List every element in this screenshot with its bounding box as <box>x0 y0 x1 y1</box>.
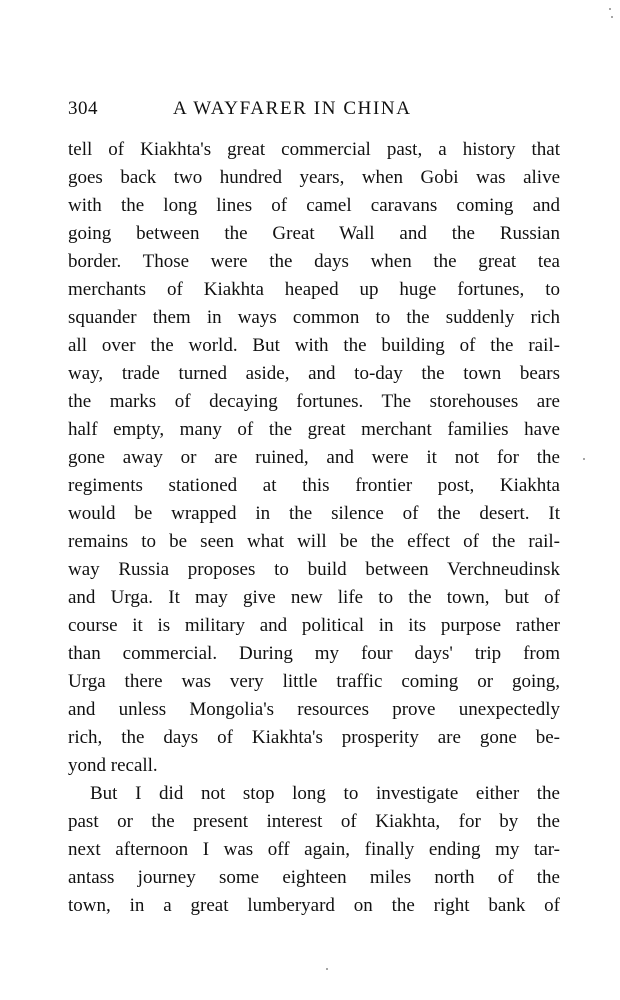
page-number: 304 <box>68 98 98 119</box>
scan-speck <box>326 968 328 970</box>
running-title: A WAYFARER IN CHINA <box>173 98 412 119</box>
text-line: goes back two hundred years, when Gobi was alive <box>68 167 560 188</box>
text-line: border. Those were the days when the great tea <box>68 251 560 272</box>
scan-speck <box>611 16 613 18</box>
text-line: with the long lines of camel caravans coming and <box>68 195 560 216</box>
scan-speck <box>609 8 611 10</box>
scan-speck <box>583 458 585 460</box>
text-line: But I did not stop long to investigate either the <box>90 783 560 804</box>
text-line: than commercial. During my four days' trip from <box>68 643 560 664</box>
text-line: way, trade turned aside, and to-day the town bears <box>68 363 560 384</box>
text-line: yond recall. <box>68 755 158 776</box>
text-line: the marks of decaying fortunes. The storehouses are <box>68 391 560 412</box>
text-line: and unless Mongolia's resources prove unexpectedly <box>68 699 560 720</box>
body-text <box>68 136 560 920</box>
text-line: regiments stationed at this frontier post, Kiakhta <box>68 475 560 496</box>
paragraph <box>68 136 560 780</box>
page-header <box>68 98 560 128</box>
text-line: merchants of Kiakhta heaped up huge fortunes, to <box>68 279 560 300</box>
text-line: gone away or are ruined, and were it not for the <box>68 447 560 468</box>
text-line: next afternoon I was off again, finally ending my tar- <box>68 839 560 860</box>
text-line: past or the present interest of Kiakhta, for by the <box>68 811 560 832</box>
text-line: rich, the days of Kiakhta's prosperity are gone be- <box>68 727 560 748</box>
text-line: course it is military and political in its purpose rather <box>68 615 560 636</box>
text-line: would be wrapped in the silence of the desert. It <box>68 503 560 524</box>
text-line: antass journey some eighteen miles north of the <box>68 867 560 888</box>
text-line: way Russia proposes to build between Verchneudinsk <box>68 559 560 580</box>
text-line: Urga there was very little traffic coming or going, <box>68 671 560 692</box>
text-line: tell of Kiakhta's great commercial past, a history that <box>68 139 560 160</box>
text-line: remains to be seen what will be the effect of the rail- <box>68 531 560 552</box>
paragraph <box>68 780 560 920</box>
text-line: half empty, many of the great merchant families have <box>68 419 560 440</box>
text-line: all over the world. But with the building of the rail- <box>68 335 560 356</box>
text-line: town, in a great lumberyard on the right bank of <box>68 895 560 916</box>
text-line: squander them in ways common to the suddenly rich <box>68 307 560 328</box>
text-line: and Urga. It may give new life to the town, but of <box>68 587 560 608</box>
text-line: going between the Great Wall and the Russian <box>68 223 560 244</box>
